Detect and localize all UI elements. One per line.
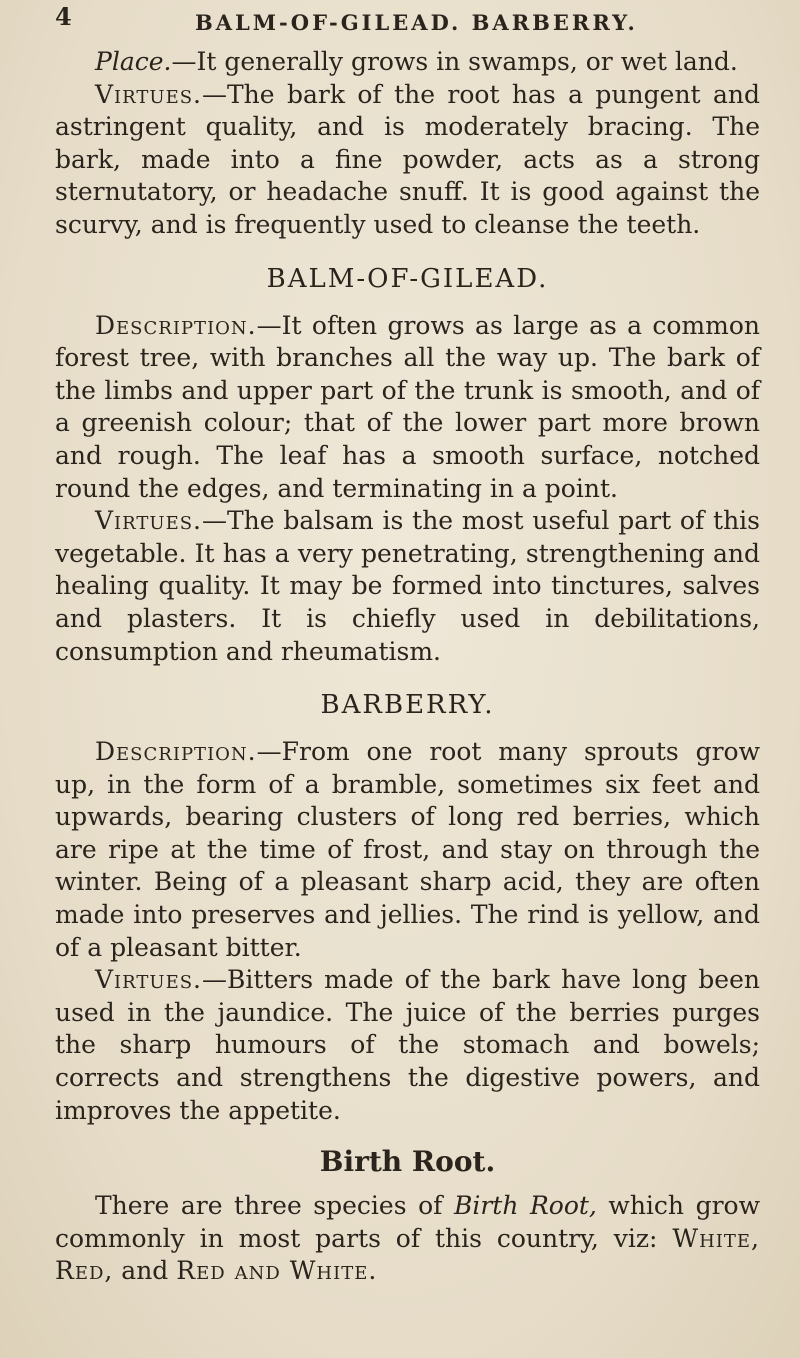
barberry-description-text: —From one root many sprouts grow up, in the form of a bramble, sometimes six feet and upwards, bearing clusters of long red berries, which are ripe at the time of frost, and stay on through the winter. Being of a pleasant sharp acid, they are often made into preserves and jellies. The rind is yellow, and of a pleasant bitter. (55, 737, 760, 962)
barberry-heading: BARBERRY. (320, 690, 495, 721)
balm-virtues-lead: Virtues. (95, 506, 202, 536)
species-white: White, (672, 1223, 760, 1253)
barberry-description-lead: Description. (95, 737, 257, 767)
intro-section (55, 46, 760, 242)
place-lead: Place. (95, 47, 172, 76)
birth-root-heading: Birth Root. (319, 1145, 496, 1179)
birth-root-text-before: There are three species of (95, 1191, 454, 1221)
balm-description-paragraph (55, 310, 760, 506)
barberry-description-paragraph (55, 736, 760, 964)
birth-root-name: Birth Root, (453, 1191, 597, 1221)
running-head (55, 0, 760, 46)
species-red: Red, (55, 1256, 114, 1286)
balm-virtues-paragraph (55, 505, 760, 668)
birth-root-paragraph (55, 1190, 760, 1288)
place-paragraph (55, 46, 760, 79)
intro-virtues-text: —The bark of the root has a pungent and astringent quality, and is moderately bracing. The bark, made into a fine powder, acts as a strong sternutatory, or headache snuff. It is good against the scurvy, and is frequently used to cleanse the teeth. (55, 79, 760, 239)
balm-description-lead: Description. (95, 310, 257, 340)
balm-virtues-text: —The balsam is the most useful part of this vegetable. It has a very penetrating, strengthening and healing quality. It may be formed into tinctures, salves and plasters. It is chiefly used in debilitations, consumption and rheumatism. (55, 506, 760, 666)
species-and: and (113, 1256, 177, 1286)
balm-section (55, 264, 760, 669)
barberry-virtues-lead: Virtues. (95, 965, 202, 995)
birth-root-text-middle: which grow commonly in most parts of this country, viz: (55, 1191, 760, 1253)
balm-heading: BALM-OF-GILEAD. (266, 263, 549, 294)
intro-virtues-lead: Virtues. (95, 79, 202, 109)
barberry-section (55, 690, 760, 1127)
intro-virtues-paragraph (55, 79, 760, 242)
barberry-virtues-text: —Bitters made of the bark have long been used in the jaundice. The juice of the berries purges the sharp humours of the stomach and bowels; corrects and strengthens the digestive powers, and improves the appetite. (55, 965, 760, 1125)
birth-root-section (55, 1145, 760, 1288)
barberry-virtues-paragraph (55, 964, 760, 1127)
place-text: —It generally grows in swamps, or wet land. (171, 47, 738, 76)
running-title: BALM-OF-GILEAD. BARBERRY. (195, 10, 638, 35)
page-number: 4 (55, 2, 73, 31)
balm-description-text: —It often grows as large as a common forest tree, with branches all the way up. The bark of the limbs and upper part of the trunk is smooth, and of a greenish colour; that of the lower part more brown and rough. The leaf has a smooth surface, notched round the edges, and terminating in a point. (55, 310, 760, 503)
species-red-and-white: Red and White. (176, 1256, 378, 1286)
